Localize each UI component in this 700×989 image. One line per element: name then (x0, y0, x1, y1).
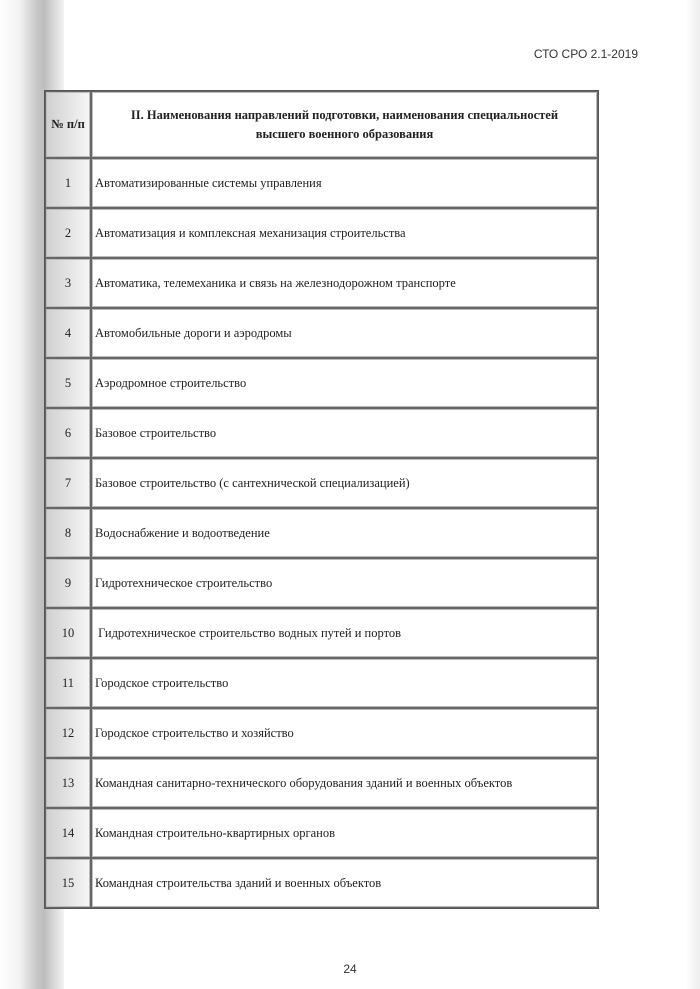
table-header-row (45, 91, 598, 158)
row-number: 7 (45, 458, 91, 508)
table-title-line-2: высшего военного образования (255, 126, 434, 141)
specialty-name: Командная санитарно-технического оборудования зданий и военных объектов (91, 758, 598, 808)
row-number: 12 (45, 708, 91, 758)
table-row (45, 358, 598, 408)
table-row (45, 558, 598, 608)
table-row (45, 258, 598, 308)
row-number: 13 (45, 758, 91, 808)
table-title-header (91, 91, 598, 158)
table-title-line-1: II. Наименования направлений подготовки, наименования специальностей (130, 107, 559, 122)
table-row (45, 608, 598, 658)
row-number: 11 (45, 658, 91, 708)
table-row (45, 458, 598, 508)
row-number: 6 (45, 408, 91, 458)
specialty-name: Гидротехническое строительство водных путей и портов (91, 608, 598, 658)
row-number: 15 (45, 858, 91, 908)
row-number: 2 (45, 208, 91, 258)
specialty-name: Командная строительства зданий и военных объектов (91, 858, 598, 908)
table-row (45, 158, 598, 208)
specialty-name: Водоснабжение и водоотведение (91, 508, 598, 558)
row-number: 14 (45, 808, 91, 858)
specialty-name: Автоматика, телемеханика и связь на железнодорожном транспорте (91, 258, 598, 308)
table-row (45, 708, 598, 758)
table-row (45, 408, 598, 458)
specialty-name: Базовое строительство (с сантехнической специализацией) (91, 458, 598, 508)
document-code: СТО СРО 2.1-2019 (533, 47, 638, 61)
table-row (45, 308, 598, 358)
table-row (45, 808, 598, 858)
table-row (45, 758, 598, 808)
specialty-name: Командная строительно-квартирных органов (91, 808, 598, 858)
specialty-name: Гидротехническое строительство (91, 558, 598, 608)
specialty-name: Автоматизация и комплексная механизация строительства (91, 208, 598, 258)
specialty-name: Автомобильные дороги и аэродромы (91, 308, 598, 358)
specialty-name: Аэродромное строительство (91, 358, 598, 408)
row-number: 3 (45, 258, 91, 308)
row-number: 10 (45, 608, 91, 658)
table-row (45, 508, 598, 558)
table-row (45, 858, 598, 908)
num-column-header: № п/п (45, 91, 91, 158)
scan-edge-shadow (686, 0, 700, 989)
page-number: 24 (343, 962, 357, 976)
table-row (45, 208, 598, 258)
specialty-name: Городское строительство и хозяйство (91, 708, 598, 758)
specialty-name: Базовое строительство (91, 408, 598, 458)
row-number: 8 (45, 508, 91, 558)
row-number: 1 (45, 158, 91, 208)
row-number: 4 (45, 308, 91, 358)
row-number: 5 (45, 358, 91, 408)
specialties-table (44, 90, 599, 909)
specialty-name: Городское строительство (91, 658, 598, 708)
row-number: 9 (45, 558, 91, 608)
specialty-name: Автоматизированные системы управления (91, 158, 598, 208)
table-row (45, 658, 598, 708)
